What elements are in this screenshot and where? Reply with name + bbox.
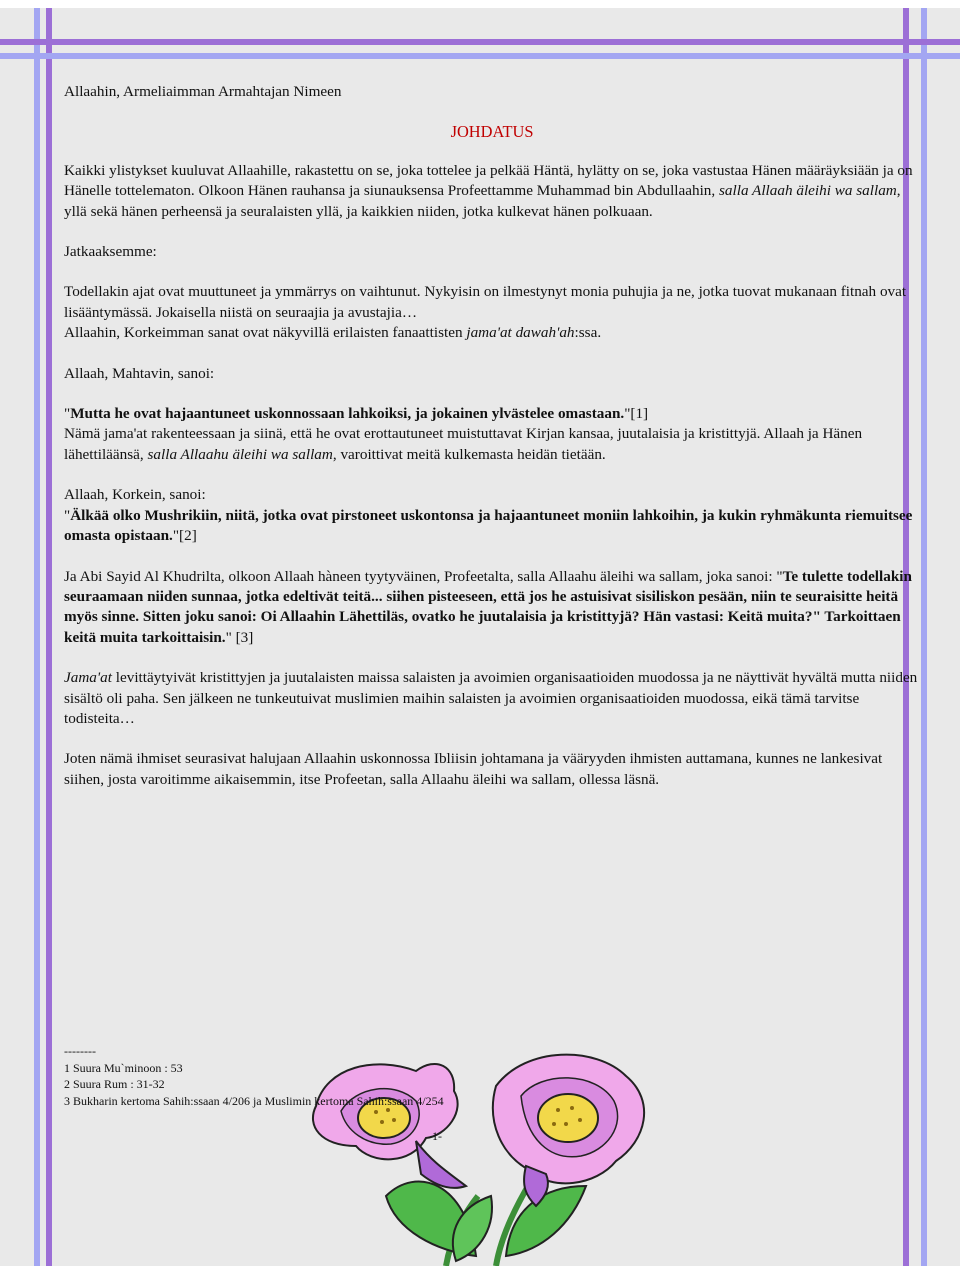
- opening-line: Allaahin, Armeliaimman Armahtajan Nimeen: [64, 83, 342, 100]
- footnote-item: 3 Bukharin kertoma Sahih:ssaan 4/206 ja Muslimin kertoma Sahih:ssaan 4/254: [64, 1093, 444, 1108]
- quote-2: "Älkää olko Mushrikiin, niitä, jotka ovat pirstoneet uskontonsa ja hajaantuneet moniin lahkoihin, ja kukin ryhmäkunta riemuitsee omasta opistaan."[2]: [64, 506, 913, 545]
- footnote-item: 2 Suura Rum : 31-32: [64, 1077, 165, 1091]
- border-line-left-inner: [46, 8, 52, 1266]
- border-line-top-outer: [0, 39, 960, 45]
- allaah-korkein-line: Allaah, Korkein, sanoi:: [64, 486, 206, 504]
- jatkaaksemme-line: Jatkaaksemme:: [64, 243, 157, 261]
- page-number: -1-: [428, 1129, 442, 1143]
- paragraph-times-changed: Todellakin ajat ovat muuttuneet ja ymmärrys on vaihtunut. Nykyisin on ilmestynyt monia puhujia ja ne, jotka tuovat mukanaan fitnah ovat lisääntymässä. Jokaisella niistä on seuraajia ja avustajia… Allaahin, Korkeimman sanat ovat näkyvillä erilaisten fanaattisten jama'at dawah'ah:ssa.: [64, 283, 907, 342]
- intro-paragraph: Kaikki ylistykset kuuluvat Allaahille, rakastettu on se, joka tottelee ja pelkää Häntä, hylätty on se, joka vastustaa Hänen määräyksiään ja on Hänelle tottelematon. Olkoon Hänen rauhansa ja siunauksensa Profeettamme Muhammad bin Abdullaahin, salla Allaah äleihi wa sallam, yllä sekä hänen perheensä ja seuralaisten yllä, ja kaikkien niiden, jotka kulkevat hänen polkuaan.: [64, 161, 913, 220]
- footnote-separator: --------: [64, 1044, 96, 1058]
- hadith-paragraph: Ja Abi Sayid Al Khudrilta, olkoon Allaah hàneen tyytyväinen, Profeetalta, salla Allaahu äleihi wa sallam, joka sanoi: "Te tulette todellakin seuraamaan niiden sunnaa, jotka edeltivät teitä... siihen pisteeseen, että jos he astuisivat sisiliskon pesään, niin te seuraisitte heitä myös sinne. Sitten joku sanoi: Oi Allaahin Lähettiläs, ovatko he juutalaisia ja kristittyjä? Hän vastasi: Keitä muita?" Tarkoittaen keitä muita tarkoittaisin." [3]: [64, 567, 912, 646]
- footnotes: [64, 1043, 524, 1109]
- allaah-mahtavin-line: Allaah, Mahtavin, sanoi:: [64, 364, 215, 382]
- section-heading: JOHDATUS: [450, 122, 534, 142]
- quote-1: "Mutta he ovat hajaantuneet uskonnossaan lahkoiksi, ja jokainen ylvästelee omastaan."[1]: [64, 405, 649, 423]
- paragraph-jamaat-structure: Nämä jama'at rakenteessaan ja siinä, että he ovat erottautuneet muistuttavat Kirjan kansaa, juutalaisia ja kristittyjä. Allaah ja Hänen lähettiläänsä, salla Allaahu äleihi wa sallam, varoittivat meitä kulkemasta heidän tietään.: [64, 425, 863, 463]
- border-line-right-outer: [921, 8, 927, 1266]
- closing-paragraph: Joten nämä ihmiset seurasivat halujaan Allaahin uskonnossa Ibliisin johtamana ja vääryyden ihmisten auttamana, kunnes ne lankesivat siihen, josta varoitimme aikaisemmin, itse Profeetan, salla Allaahu äleihi wa sallam, ollessa läsnä.: [64, 750, 883, 788]
- border-line-top-inner: [0, 53, 960, 59]
- document-body: [64, 82, 920, 790]
- jamaat-paragraph: Jama'at levittäytyivät kristittyjen ja juutalaisten maissa salaisten ja avoimien organisaatioiden muodossa ja ne näyttivät hyvältä mutta niiden sisältö oli paha. Sen jälkeen ne tunkeutuivat muslimien maihin salaisten ja avoimien organisaatioiden muodossa, eikä tämä tarvitse todisteita…: [64, 669, 918, 727]
- border-line-left-outer: [34, 8, 40, 1266]
- footnote-item: 1 Suura Mu`minoon : 53: [64, 1060, 183, 1075]
